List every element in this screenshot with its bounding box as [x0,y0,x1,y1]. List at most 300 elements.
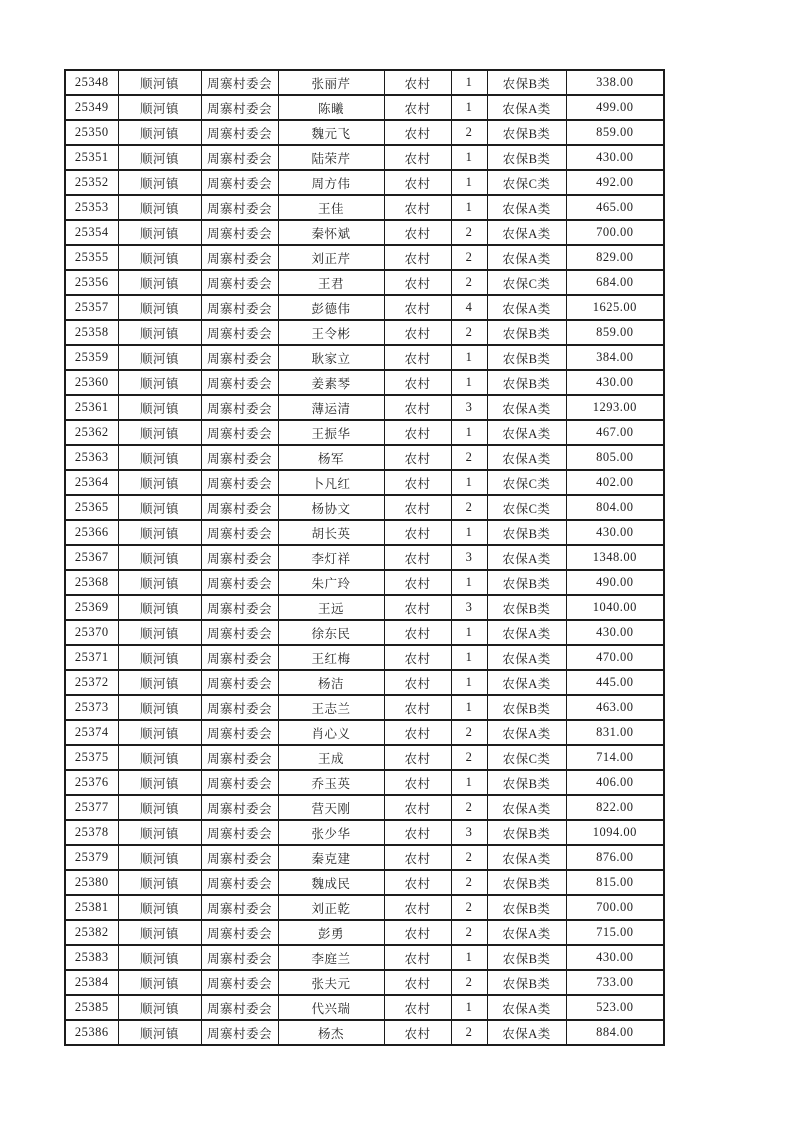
cell-person-count: 2 [451,495,487,520]
cell-household-type: 农村 [384,695,451,720]
cell-insurance-category: 农保B类 [487,145,566,170]
cell-insurance-category: 农保A类 [487,245,566,270]
cell-person-count: 2 [451,970,487,995]
cell-serial-number: 25348 [65,70,118,95]
cell-town: 顺河镇 [118,220,201,245]
cell-household-type: 农村 [384,545,451,570]
cell-insurance-category: 农保B类 [487,595,566,620]
cell-name: 王令彬 [278,320,384,345]
cell-insurance-category: 农保A类 [487,920,566,945]
table-row [65,595,664,620]
cell-household-type: 农村 [384,320,451,345]
cell-town: 顺河镇 [118,195,201,220]
table-row [65,295,664,320]
cell-village-committee: 周寨村委会 [201,345,278,370]
cell-serial-number: 25385 [65,995,118,1020]
cell-village-committee: 周寨村委会 [201,920,278,945]
cell-person-count: 2 [451,320,487,345]
table-row [65,395,664,420]
cell-town: 顺河镇 [118,845,201,870]
cell-person-count: 2 [451,1020,487,1045]
cell-name: 朱广玲 [278,570,384,595]
cell-village-committee: 周寨村委会 [201,95,278,120]
cell-insurance-category: 农保B类 [487,945,566,970]
cell-town: 顺河镇 [118,345,201,370]
table-row [65,995,664,1020]
cell-insurance-category: 农保B类 [487,695,566,720]
cell-serial-number: 25358 [65,320,118,345]
cell-amount: 700.00 [566,220,664,245]
cell-person-count: 1 [451,195,487,220]
cell-person-count: 2 [451,895,487,920]
cell-insurance-category: 农保A类 [487,845,566,870]
cell-town: 顺河镇 [118,170,201,195]
cell-village-committee: 周寨村委会 [201,295,278,320]
cell-serial-number: 25352 [65,170,118,195]
cell-amount: 859.00 [566,120,664,145]
cell-name: 周方伟 [278,170,384,195]
table-row [65,620,664,645]
cell-serial-number: 25349 [65,95,118,120]
cell-serial-number: 25363 [65,445,118,470]
cell-household-type: 农村 [384,120,451,145]
cell-person-count: 3 [451,595,487,620]
cell-name: 乔玉英 [278,770,384,795]
cell-village-committee: 周寨村委会 [201,695,278,720]
cell-serial-number: 25357 [65,295,118,320]
cell-insurance-category: 农保B类 [487,970,566,995]
cell-serial-number: 25356 [65,270,118,295]
cell-name: 秦克建 [278,845,384,870]
cell-name: 王远 [278,595,384,620]
table-row [65,645,664,670]
cell-town: 顺河镇 [118,745,201,770]
table-row [65,270,664,295]
cell-person-count: 2 [451,120,487,145]
cell-name: 徐东民 [278,620,384,645]
cell-person-count: 1 [451,570,487,595]
cell-household-type: 农村 [384,670,451,695]
cell-name: 魏元飞 [278,120,384,145]
cell-insurance-category: 农保A类 [487,395,566,420]
cell-amount: 859.00 [566,320,664,345]
cell-name: 杨洁 [278,670,384,695]
cell-person-count: 1 [451,620,487,645]
cell-insurance-category: 农保B类 [487,570,566,595]
table-row [65,870,664,895]
cell-person-count: 3 [451,820,487,845]
cell-insurance-category: 农保A类 [487,670,566,695]
cell-insurance-category: 农保B类 [487,320,566,345]
cell-person-count: 2 [451,720,487,745]
cell-village-committee: 周寨村委会 [201,670,278,695]
cell-person-count: 1 [451,520,487,545]
cell-serial-number: 25375 [65,745,118,770]
cell-amount: 406.00 [566,770,664,795]
cell-town: 顺河镇 [118,595,201,620]
cell-amount: 465.00 [566,195,664,220]
cell-amount: 467.00 [566,420,664,445]
cell-village-committee: 周寨村委会 [201,995,278,1020]
table-row [65,570,664,595]
table-row [65,120,664,145]
cell-amount: 445.00 [566,670,664,695]
cell-village-committee: 周寨村委会 [201,545,278,570]
cell-person-count: 1 [451,145,487,170]
table-row [65,820,664,845]
cell-village-committee: 周寨村委会 [201,570,278,595]
cell-household-type: 农村 [384,595,451,620]
cell-serial-number: 25384 [65,970,118,995]
cell-insurance-category: 农保B类 [487,895,566,920]
cell-serial-number: 25350 [65,120,118,145]
cell-insurance-category: 农保B类 [487,345,566,370]
cell-household-type: 农村 [384,1020,451,1045]
cell-town: 顺河镇 [118,95,201,120]
cell-name: 张夫元 [278,970,384,995]
cell-town: 顺河镇 [118,670,201,695]
cell-serial-number: 25369 [65,595,118,620]
table-row [65,145,664,170]
cell-town: 顺河镇 [118,420,201,445]
cell-town: 顺河镇 [118,720,201,745]
cell-household-type: 农村 [384,345,451,370]
cell-serial-number: 25365 [65,495,118,520]
cell-household-type: 农村 [384,520,451,545]
cell-name: 王佳 [278,195,384,220]
table-row [65,470,664,495]
cell-serial-number: 25368 [65,570,118,595]
cell-household-type: 农村 [384,470,451,495]
cell-insurance-category: 农保B类 [487,870,566,895]
cell-town: 顺河镇 [118,120,201,145]
cell-household-type: 农村 [384,145,451,170]
cell-household-type: 农村 [384,445,451,470]
table-row [65,845,664,870]
benefits-table [64,69,665,1046]
cell-town: 顺河镇 [118,495,201,520]
cell-person-count: 1 [451,420,487,445]
cell-amount: 714.00 [566,745,664,770]
cell-person-count: 1 [451,95,487,120]
cell-town: 顺河镇 [118,895,201,920]
cell-name: 代兴瑞 [278,995,384,1020]
cell-person-count: 2 [451,920,487,945]
cell-person-count: 3 [451,545,487,570]
cell-amount: 684.00 [566,270,664,295]
cell-insurance-category: 农保B类 [487,70,566,95]
cell-serial-number: 25380 [65,870,118,895]
cell-household-type: 农村 [384,495,451,520]
cell-village-committee: 周寨村委会 [201,145,278,170]
table-row [65,770,664,795]
cell-insurance-category: 农保C类 [487,270,566,295]
cell-serial-number: 25364 [65,470,118,495]
cell-household-type: 农村 [384,745,451,770]
cell-village-committee: 周寨村委会 [201,220,278,245]
cell-household-type: 农村 [384,395,451,420]
cell-name: 杨军 [278,445,384,470]
cell-amount: 700.00 [566,895,664,920]
cell-serial-number: 25373 [65,695,118,720]
cell-name: 彭德伟 [278,295,384,320]
cell-serial-number: 25351 [65,145,118,170]
table-body [65,70,664,1045]
cell-amount: 831.00 [566,720,664,745]
cell-person-count: 3 [451,395,487,420]
cell-household-type: 农村 [384,970,451,995]
cell-village-committee: 周寨村委会 [201,470,278,495]
cell-serial-number: 25376 [65,770,118,795]
cell-village-committee: 周寨村委会 [201,945,278,970]
cell-serial-number: 25383 [65,945,118,970]
cell-household-type: 农村 [384,870,451,895]
table-row [65,245,664,270]
table-row [65,545,664,570]
table-row [65,920,664,945]
cell-amount: 1625.00 [566,295,664,320]
cell-household-type: 农村 [384,645,451,670]
cell-town: 顺河镇 [118,545,201,570]
cell-name: 彭勇 [278,920,384,945]
cell-person-count: 1 [451,945,487,970]
cell-name: 李庭兰 [278,945,384,970]
cell-village-committee: 周寨村委会 [201,645,278,670]
cell-name: 胡长英 [278,520,384,545]
table-row [65,795,664,820]
cell-serial-number: 25359 [65,345,118,370]
cell-insurance-category: 农保A类 [487,1020,566,1045]
cell-serial-number: 25379 [65,845,118,870]
cell-person-count: 1 [451,770,487,795]
cell-amount: 1040.00 [566,595,664,620]
table-row [65,445,664,470]
cell-village-committee: 周寨村委会 [201,1020,278,1045]
cell-insurance-category: 农保A类 [487,645,566,670]
cell-town: 顺河镇 [118,770,201,795]
cell-person-count: 1 [451,470,487,495]
cell-person-count: 2 [451,245,487,270]
cell-amount: 430.00 [566,620,664,645]
cell-person-count: 1 [451,995,487,1020]
cell-serial-number: 25371 [65,645,118,670]
cell-amount: 815.00 [566,870,664,895]
cell-name: 耿家立 [278,345,384,370]
cell-serial-number: 25353 [65,195,118,220]
cell-amount: 430.00 [566,945,664,970]
cell-name: 营天刚 [278,795,384,820]
cell-person-count: 4 [451,295,487,320]
cell-village-committee: 周寨村委会 [201,870,278,895]
cell-name: 王成 [278,745,384,770]
cell-name: 王志兰 [278,695,384,720]
cell-amount: 492.00 [566,170,664,195]
cell-town: 顺河镇 [118,1020,201,1045]
cell-name: 杨协文 [278,495,384,520]
cell-household-type: 农村 [384,820,451,845]
cell-amount: 1293.00 [566,395,664,420]
cell-town: 顺河镇 [118,270,201,295]
cell-insurance-category: 农保C类 [487,170,566,195]
cell-amount: 822.00 [566,795,664,820]
cell-village-committee: 周寨村委会 [201,820,278,845]
cell-amount: 715.00 [566,920,664,945]
cell-amount: 338.00 [566,70,664,95]
cell-amount: 430.00 [566,145,664,170]
cell-insurance-category: 农保A类 [487,720,566,745]
cell-household-type: 农村 [384,845,451,870]
cell-insurance-category: 农保C类 [487,745,566,770]
cell-serial-number: 25372 [65,670,118,695]
cell-amount: 1348.00 [566,545,664,570]
cell-person-count: 1 [451,645,487,670]
cell-household-type: 农村 [384,895,451,920]
cell-person-count: 1 [451,670,487,695]
cell-amount: 430.00 [566,520,664,545]
cell-village-committee: 周寨村委会 [201,795,278,820]
cell-town: 顺河镇 [118,520,201,545]
table-row [65,720,664,745]
cell-town: 顺河镇 [118,945,201,970]
cell-person-count: 2 [451,220,487,245]
cell-serial-number: 25370 [65,620,118,645]
cell-serial-number: 25366 [65,520,118,545]
cell-amount: 470.00 [566,645,664,670]
table-row [65,945,664,970]
cell-insurance-category: 农保A类 [487,95,566,120]
cell-amount: 499.00 [566,95,664,120]
cell-name: 王振华 [278,420,384,445]
cell-serial-number: 25361 [65,395,118,420]
cell-insurance-category: 农保A类 [487,445,566,470]
cell-town: 顺河镇 [118,870,201,895]
cell-household-type: 农村 [384,95,451,120]
cell-insurance-category: 农保A类 [487,295,566,320]
cell-household-type: 农村 [384,245,451,270]
cell-town: 顺河镇 [118,995,201,1020]
cell-village-committee: 周寨村委会 [201,770,278,795]
cell-village-committee: 周寨村委会 [201,520,278,545]
cell-household-type: 农村 [384,570,451,595]
cell-name: 王君 [278,270,384,295]
table-row [65,70,664,95]
cell-name: 王红梅 [278,645,384,670]
cell-name: 李灯祥 [278,545,384,570]
cell-serial-number: 25381 [65,895,118,920]
cell-amount: 876.00 [566,845,664,870]
table-row [65,745,664,770]
cell-household-type: 农村 [384,270,451,295]
cell-serial-number: 25355 [65,245,118,270]
cell-name: 陈曦 [278,95,384,120]
cell-village-committee: 周寨村委会 [201,745,278,770]
cell-village-committee: 周寨村委会 [201,845,278,870]
cell-village-committee: 周寨村委会 [201,120,278,145]
cell-person-count: 1 [451,345,487,370]
cell-amount: 1094.00 [566,820,664,845]
cell-town: 顺河镇 [118,245,201,270]
cell-household-type: 农村 [384,295,451,320]
cell-village-committee: 周寨村委会 [201,445,278,470]
cell-village-committee: 周寨村委会 [201,420,278,445]
cell-serial-number: 25362 [65,420,118,445]
cell-town: 顺河镇 [118,395,201,420]
cell-name: 薄运清 [278,395,384,420]
cell-household-type: 农村 [384,420,451,445]
cell-person-count: 2 [451,270,487,295]
cell-insurance-category: 农保B类 [487,120,566,145]
cell-serial-number: 25360 [65,370,118,395]
table-row [65,970,664,995]
cell-town: 顺河镇 [118,320,201,345]
cell-amount: 490.00 [566,570,664,595]
table-row [65,95,664,120]
cell-insurance-category: 农保A类 [487,795,566,820]
table-row [65,895,664,920]
cell-household-type: 农村 [384,220,451,245]
cell-household-type: 农村 [384,920,451,945]
cell-household-type: 农村 [384,170,451,195]
cell-insurance-category: 农保C类 [487,470,566,495]
cell-amount: 402.00 [566,470,664,495]
cell-town: 顺河镇 [118,470,201,495]
cell-person-count: 2 [451,795,487,820]
cell-serial-number: 25374 [65,720,118,745]
cell-household-type: 农村 [384,720,451,745]
cell-person-count: 1 [451,170,487,195]
cell-insurance-category: 农保B类 [487,820,566,845]
cell-person-count: 1 [451,370,487,395]
cell-amount: 829.00 [566,245,664,270]
cell-person-count: 1 [451,70,487,95]
cell-town: 顺河镇 [118,820,201,845]
cell-person-count: 2 [451,870,487,895]
cell-village-committee: 周寨村委会 [201,720,278,745]
cell-town: 顺河镇 [118,645,201,670]
cell-insurance-category: 农保C类 [487,495,566,520]
cell-town: 顺河镇 [118,370,201,395]
cell-amount: 384.00 [566,345,664,370]
cell-village-committee: 周寨村委会 [201,495,278,520]
cell-serial-number: 25377 [65,795,118,820]
cell-insurance-category: 农保A类 [487,995,566,1020]
cell-household-type: 农村 [384,995,451,1020]
cell-serial-number: 25386 [65,1020,118,1045]
table-row [65,170,664,195]
cell-insurance-category: 农保B类 [487,370,566,395]
cell-name: 陆荣芹 [278,145,384,170]
cell-name: 肖心义 [278,720,384,745]
table-row [65,345,664,370]
table-row [65,220,664,245]
cell-town: 顺河镇 [118,295,201,320]
cell-household-type: 农村 [384,945,451,970]
table-row [65,420,664,445]
cell-town: 顺河镇 [118,145,201,170]
cell-village-committee: 周寨村委会 [201,170,278,195]
cell-insurance-category: 农保B类 [487,770,566,795]
cell-insurance-category: 农保A类 [487,195,566,220]
cell-household-type: 农村 [384,770,451,795]
cell-town: 顺河镇 [118,620,201,645]
cell-insurance-category: 农保A类 [487,545,566,570]
cell-village-committee: 周寨村委会 [201,270,278,295]
cell-amount: 463.00 [566,695,664,720]
cell-village-committee: 周寨村委会 [201,195,278,220]
cell-household-type: 农村 [384,195,451,220]
cell-person-count: 2 [451,445,487,470]
cell-town: 顺河镇 [118,970,201,995]
